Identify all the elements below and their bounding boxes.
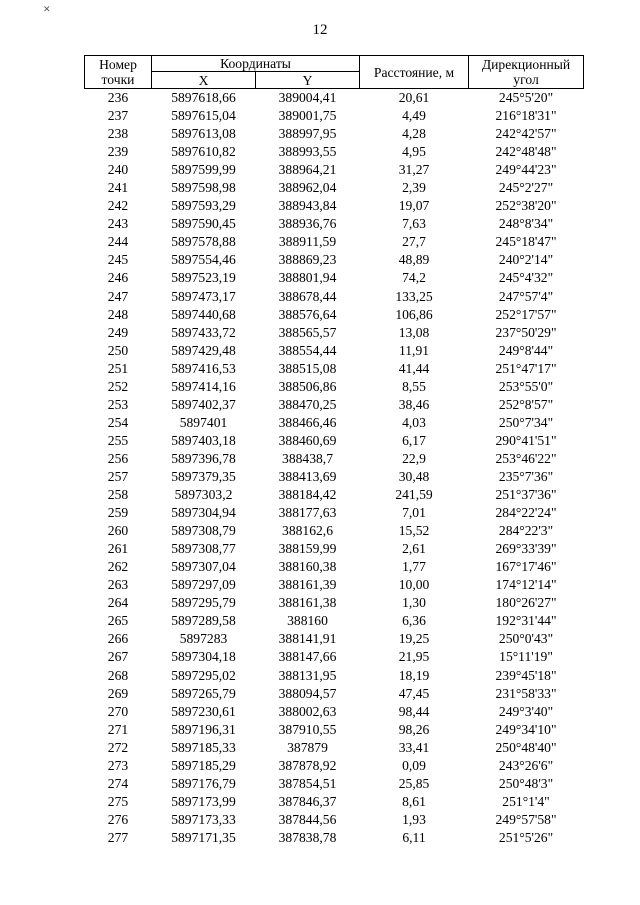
table-row xyxy=(85,757,584,775)
table-row xyxy=(85,324,584,342)
point-number-cell: 246 xyxy=(107,270,129,286)
distance-cell: 8,55 xyxy=(402,378,426,394)
x-coordinate-cell: 5897283 xyxy=(179,631,228,647)
coordinates-table xyxy=(84,55,584,847)
distance-cell: 0,09 xyxy=(402,757,426,773)
x-coordinate-cell: 5897185,29 xyxy=(171,757,236,773)
point-number-cell: 267 xyxy=(107,649,129,665)
table-row xyxy=(85,775,584,793)
y-coordinate-cell: 388160 xyxy=(287,613,328,629)
x-coordinate-cell: 5897599,99 xyxy=(171,162,236,178)
bearing-cell: 249°8'44" xyxy=(498,342,554,358)
y-coordinate-cell: 388466,46 xyxy=(278,414,337,430)
bearing-cell: 245°5'20" xyxy=(498,90,554,106)
distance-cell: 8,61 xyxy=(402,793,426,809)
bearing-cell: 15°11'19" xyxy=(499,649,553,665)
y-coordinate-cell: 388094,57 xyxy=(278,685,337,701)
table-row xyxy=(85,829,584,847)
distance-cell: 31,27 xyxy=(398,162,430,178)
y-coordinate-cell: 388997,95 xyxy=(278,126,337,142)
y-coordinate-cell: 388141,91 xyxy=(278,631,337,647)
distance-cell: 106,86 xyxy=(395,306,433,322)
x-coordinate-cell: 5897613,08 xyxy=(171,126,236,142)
point-number-cell: 241 xyxy=(107,180,129,196)
bearing-cell: 251°5'26" xyxy=(498,829,554,845)
x-coordinate-cell: 5897230,61 xyxy=(171,703,236,719)
x-coordinate-cell: 5897173,33 xyxy=(171,811,236,827)
table-row xyxy=(85,233,584,251)
point-number-cell: 238 xyxy=(107,126,129,142)
point-number-cell: 256 xyxy=(107,450,129,466)
distance-cell: 4,49 xyxy=(402,108,426,124)
y-coordinate-cell: 387846,37 xyxy=(278,793,337,809)
point-number-cell: 255 xyxy=(107,432,129,448)
bearing-cell: 284°22'24" xyxy=(495,505,557,521)
table-row xyxy=(85,540,584,558)
bearing-cell: 247°57'4" xyxy=(498,288,554,304)
y-coordinate-cell: 389001,75 xyxy=(278,108,337,124)
table-row xyxy=(85,251,584,269)
distance-cell: 30,48 xyxy=(398,469,430,484)
table-row xyxy=(85,793,584,811)
bearing-cell: 249°3'40" xyxy=(498,703,554,719)
point-number-cell: 268 xyxy=(107,667,129,683)
header-point-number: Номер точки xyxy=(85,56,152,89)
point-number-cell: 242 xyxy=(107,198,129,214)
bearing-cell: 242°42'57" xyxy=(495,126,557,142)
table-row xyxy=(85,306,584,324)
x-coordinate-cell: 5897416,53 xyxy=(171,360,236,376)
table-row xyxy=(85,630,584,648)
table-row xyxy=(85,576,584,594)
bearing-cell: 252°8'57" xyxy=(498,396,554,412)
x-coordinate-cell: 5897396,78 xyxy=(171,450,236,466)
y-coordinate-cell: 388177,63 xyxy=(278,505,337,521)
header-bearing: Дирекционный угол xyxy=(469,56,584,89)
distance-cell: 98,44 xyxy=(398,703,430,719)
point-number-cell: 248 xyxy=(107,306,129,322)
table-row xyxy=(85,269,584,287)
bearing-cell: 251°1'4" xyxy=(502,793,550,809)
table-row xyxy=(85,522,584,540)
point-number-cell: 259 xyxy=(107,505,129,521)
table-row xyxy=(85,107,584,125)
table-row xyxy=(85,215,584,233)
bearing-cell: 216°18'31" xyxy=(495,108,557,124)
point-number-cell: 239 xyxy=(107,144,129,160)
distance-cell: 2,61 xyxy=(402,541,426,557)
point-number-cell: 254 xyxy=(107,414,129,430)
x-coordinate-cell: 5897308,77 xyxy=(171,541,236,557)
y-coordinate-cell: 388565,57 xyxy=(278,324,337,340)
x-coordinate-cell: 5897265,79 xyxy=(171,685,236,701)
distance-cell: 41,44 xyxy=(398,360,430,376)
x-coordinate-cell: 5897610,82 xyxy=(171,144,236,160)
x-coordinate-cell: 5897593,29 xyxy=(171,198,236,214)
bearing-cell: 251°37'36" xyxy=(495,487,557,503)
x-coordinate-cell: 5897185,33 xyxy=(171,739,236,755)
point-number-cell: 244 xyxy=(107,234,129,250)
x-coordinate-cell: 5897289,58 xyxy=(171,613,236,629)
y-coordinate-cell: 388184,42 xyxy=(278,487,337,503)
x-coordinate-cell: 5897196,31 xyxy=(171,721,236,737)
header-y: Y xyxy=(256,72,360,89)
point-number-cell: 260 xyxy=(107,523,129,539)
distance-cell: 4,03 xyxy=(402,414,426,430)
bearing-cell: 167°17'46" xyxy=(495,559,557,575)
table-row xyxy=(85,667,584,685)
distance-cell: 27,7 xyxy=(402,234,426,250)
table-body xyxy=(85,89,584,847)
bearing-cell: 245°18'47" xyxy=(495,234,557,250)
y-coordinate-cell: 388869,23 xyxy=(278,252,337,268)
distance-cell: 7,63 xyxy=(402,216,426,232)
bearing-cell: 284°22'3" xyxy=(498,523,554,539)
x-coordinate-cell: 5897523,19 xyxy=(171,270,236,286)
x-coordinate-cell: 5897295,79 xyxy=(171,595,236,611)
point-number-cell: 250 xyxy=(107,342,129,358)
y-coordinate-cell: 388554,44 xyxy=(278,342,337,358)
point-number-cell: 272 xyxy=(107,739,129,755)
table-row xyxy=(85,811,584,829)
distance-cell: 133,25 xyxy=(395,288,433,304)
bearing-cell: 249°44'23" xyxy=(495,162,557,178)
point-number-cell: 245 xyxy=(107,252,129,268)
y-coordinate-cell: 388131,95 xyxy=(278,667,337,683)
distance-cell: 15,52 xyxy=(398,523,430,539)
table-row xyxy=(85,486,584,504)
point-number-cell: 262 xyxy=(107,559,129,575)
point-number-cell: 240 xyxy=(107,162,129,178)
y-coordinate-cell: 388460,69 xyxy=(278,432,337,448)
distance-cell: 2,39 xyxy=(402,180,426,196)
table-row xyxy=(85,739,584,757)
point-number-cell: 249 xyxy=(107,324,129,340)
bearing-cell: 249°57'58" xyxy=(495,811,557,827)
header-distance: Расстояние, м xyxy=(360,56,469,89)
table-row xyxy=(85,648,584,666)
y-coordinate-cell: 388161,38 xyxy=(278,595,337,611)
table-row xyxy=(85,360,584,378)
bearing-cell: 250°48'3" xyxy=(498,775,554,791)
point-number-cell: 264 xyxy=(107,595,129,611)
bearing-cell: 240°2'14" xyxy=(498,252,554,268)
point-number-cell: 257 xyxy=(107,469,129,484)
y-coordinate-cell: 388576,64 xyxy=(278,306,337,322)
x-coordinate-cell: 5897403,18 xyxy=(171,432,236,448)
distance-cell: 19,25 xyxy=(398,631,430,647)
x-coordinate-cell: 5897554,46 xyxy=(171,252,236,268)
x-coordinate-cell: 5897615,04 xyxy=(171,108,236,124)
table-row xyxy=(85,378,584,396)
bearing-cell: 253°55'0" xyxy=(498,378,554,394)
x-coordinate-cell: 5897303,2 xyxy=(174,487,233,503)
x-coordinate-cell: 5897401 xyxy=(179,414,228,430)
bearing-cell: 249°34'10" xyxy=(495,721,557,737)
y-coordinate-cell: 388413,69 xyxy=(278,469,337,484)
table-row xyxy=(85,89,584,108)
table-row xyxy=(85,594,584,612)
y-coordinate-cell: 389004,41 xyxy=(278,90,337,106)
table-row xyxy=(85,414,584,432)
y-coordinate-cell: 387854,51 xyxy=(278,775,337,791)
y-coordinate-cell: 388438,7 xyxy=(282,450,333,466)
x-coordinate-cell: 5897379,35 xyxy=(171,469,236,484)
distance-cell: 1,77 xyxy=(402,559,426,575)
bearing-cell: 242°48'48" xyxy=(495,144,557,160)
point-number-cell: 252 xyxy=(107,378,129,394)
bearing-cell: 248°8'34" xyxy=(498,216,554,232)
bearing-cell: 250°0'43" xyxy=(498,631,554,647)
x-coordinate-cell: 5897402,37 xyxy=(171,396,236,412)
point-number-cell: 266 xyxy=(107,631,129,647)
bearing-cell: 250°48'40" xyxy=(495,739,557,755)
point-number-cell: 274 xyxy=(107,775,129,791)
bearing-cell: 290°41'51" xyxy=(495,432,557,448)
x-coordinate-cell: 5897297,09 xyxy=(171,577,236,593)
bearing-cell: 243°26'6" xyxy=(498,757,554,773)
bearing-cell: 269°33'39" xyxy=(495,541,557,557)
x-coordinate-cell: 5897473,17 xyxy=(171,288,236,304)
distance-cell: 1,93 xyxy=(402,811,426,827)
distance-cell: 6,11 xyxy=(402,829,426,845)
table-row xyxy=(85,558,584,576)
header-x: X xyxy=(152,72,256,89)
y-coordinate-cell: 388159,99 xyxy=(278,541,337,557)
distance-cell: 74,2 xyxy=(402,270,426,286)
x-coordinate-cell: 5897433,72 xyxy=(171,324,236,340)
table-row xyxy=(85,396,584,414)
y-coordinate-cell: 387838,78 xyxy=(278,829,337,845)
point-number-cell: 273 xyxy=(107,757,129,773)
y-coordinate-cell: 388161,39 xyxy=(278,577,337,593)
distance-cell: 98,26 xyxy=(398,721,430,737)
x-coordinate-cell: 5897618,66 xyxy=(171,90,236,106)
distance-cell: 21,95 xyxy=(398,649,430,665)
table-row xyxy=(85,125,584,143)
table-row xyxy=(85,197,584,215)
point-number-cell: 243 xyxy=(107,216,129,232)
y-coordinate-cell: 388943,84 xyxy=(278,198,337,214)
table-row xyxy=(85,721,584,739)
table-row xyxy=(85,703,584,721)
y-coordinate-cell: 388936,76 xyxy=(278,216,337,232)
distance-cell: 47,45 xyxy=(398,685,430,701)
bearing-cell: 231°58'33" xyxy=(495,685,557,701)
point-number-cell: 253 xyxy=(107,396,129,412)
y-coordinate-cell: 388801,94 xyxy=(278,270,337,286)
bearing-cell: 251°47'17" xyxy=(495,360,557,376)
y-coordinate-cell: 388964,21 xyxy=(278,162,337,178)
table-row xyxy=(85,612,584,630)
x-coordinate-cell: 5897171,35 xyxy=(171,829,236,845)
point-number-cell: 236 xyxy=(107,90,129,106)
x-coordinate-cell: 5897173,99 xyxy=(171,793,236,809)
x-coordinate-cell: 5897308,79 xyxy=(171,523,236,539)
distance-cell: 13,08 xyxy=(398,324,430,340)
x-coordinate-cell: 5897440,68 xyxy=(171,306,236,322)
point-number-cell: 275 xyxy=(107,793,129,809)
x-coordinate-cell: 5897598,98 xyxy=(171,180,236,196)
y-coordinate-cell: 387844,56 xyxy=(278,811,337,827)
y-coordinate-cell: 387879 xyxy=(287,739,328,755)
y-coordinate-cell: 388506,86 xyxy=(278,378,337,394)
y-coordinate-cell: 388911,59 xyxy=(278,234,337,250)
y-coordinate-cell: 388470,25 xyxy=(278,396,337,412)
table-row xyxy=(85,504,584,522)
bearing-cell: 237°50'29" xyxy=(495,324,557,340)
point-number-cell: 270 xyxy=(107,703,129,719)
distance-cell: 241,59 xyxy=(395,487,433,503)
y-coordinate-cell: 387910,55 xyxy=(278,721,337,737)
table-row xyxy=(85,342,584,360)
point-number-cell: 269 xyxy=(107,685,129,701)
distance-cell: 1,30 xyxy=(402,595,426,611)
x-coordinate-cell: 5897590,45 xyxy=(171,216,236,232)
distance-cell: 4,95 xyxy=(402,144,426,160)
x-coordinate-cell: 5897304,18 xyxy=(171,649,236,665)
distance-cell: 6,17 xyxy=(402,432,426,448)
table-row xyxy=(85,468,584,486)
table-row xyxy=(85,179,584,197)
x-coordinate-cell: 5897414,16 xyxy=(171,378,236,394)
point-number-cell: 277 xyxy=(107,829,129,845)
point-number-cell: 258 xyxy=(107,487,129,503)
point-number-cell: 251 xyxy=(107,360,129,376)
y-coordinate-cell: 388962,04 xyxy=(278,180,337,196)
table-row xyxy=(85,685,584,703)
x-coordinate-cell: 5897295,02 xyxy=(171,667,236,683)
distance-cell: 19,07 xyxy=(398,198,430,214)
bearing-cell: 245°4'32" xyxy=(498,270,554,286)
distance-cell: 38,46 xyxy=(398,396,430,412)
bearing-cell: 192°31'44" xyxy=(495,613,557,629)
point-number-cell: 247 xyxy=(107,288,129,304)
bearing-cell: 253°46'22" xyxy=(495,450,557,466)
x-coordinate-cell: 5897176,79 xyxy=(171,775,236,791)
distance-cell: 33,41 xyxy=(398,739,430,755)
distance-cell: 25,85 xyxy=(398,775,430,791)
table-row xyxy=(85,432,584,450)
y-coordinate-cell: 388162,6 xyxy=(282,523,333,539)
point-number-cell: 263 xyxy=(107,577,129,593)
point-number-cell: 261 xyxy=(107,541,129,557)
distance-cell: 22,9 xyxy=(402,450,426,466)
x-coordinate-cell: 5897578,88 xyxy=(171,234,236,250)
distance-cell: 18,19 xyxy=(398,667,430,683)
point-number-cell: 271 xyxy=(107,721,129,737)
y-coordinate-cell: 388993,55 xyxy=(278,144,337,160)
table-row xyxy=(85,288,584,306)
bearing-cell: 174°12'14" xyxy=(495,577,557,593)
y-coordinate-cell: 388678,44 xyxy=(278,288,337,304)
distance-cell: 11,91 xyxy=(398,342,430,358)
y-coordinate-cell: 388147,66 xyxy=(278,649,337,665)
table-row xyxy=(85,161,584,179)
y-coordinate-cell: 388515,08 xyxy=(278,360,337,376)
distance-cell: 20,61 xyxy=(398,90,430,106)
point-number-cell: 276 xyxy=(107,811,129,827)
bearing-cell: 252°17'57" xyxy=(495,306,557,322)
bearing-cell: 239°45'18" xyxy=(495,667,557,683)
point-number-cell: 265 xyxy=(107,613,129,629)
bearing-cell: 180°26'27" xyxy=(495,595,557,611)
point-number-cell: 237 xyxy=(107,108,129,124)
y-coordinate-cell: 388002,63 xyxy=(278,703,337,719)
bearing-cell: 245°2'27" xyxy=(498,180,554,196)
y-coordinate-cell: 388160,38 xyxy=(278,559,337,575)
distance-cell: 10,00 xyxy=(398,577,430,593)
header-coordinates: Координаты xyxy=(152,56,360,72)
bearing-cell: 235°7'36" xyxy=(498,469,554,484)
y-coordinate-cell: 387878,92 xyxy=(278,757,337,773)
bearing-cell: 250°7'34" xyxy=(498,414,554,430)
page-number: 12 xyxy=(312,22,328,38)
distance-cell: 7,01 xyxy=(402,505,426,521)
x-coordinate-cell: 5897429,48 xyxy=(171,342,236,358)
bearing-cell: 252°38'20" xyxy=(495,198,557,214)
scan-mark: ✕ xyxy=(43,4,51,14)
x-coordinate-cell: 5897307,04 xyxy=(171,559,236,575)
distance-cell: 48,89 xyxy=(398,252,430,268)
distance-cell: 4,28 xyxy=(402,126,426,142)
x-coordinate-cell: 5897304,94 xyxy=(171,505,236,521)
distance-cell: 6,36 xyxy=(402,613,426,629)
table-row xyxy=(85,143,584,161)
table-row xyxy=(85,450,584,468)
